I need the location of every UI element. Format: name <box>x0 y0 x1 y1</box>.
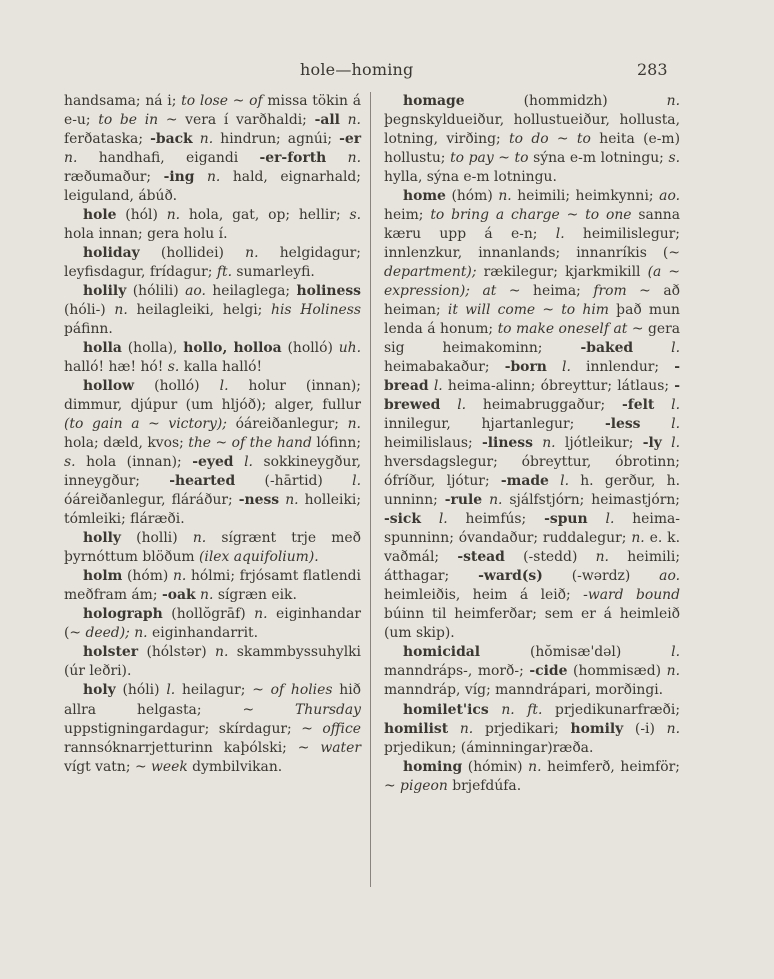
right-column <box>384 92 680 796</box>
column-divider <box>370 92 371 887</box>
entry-holy: holy (hóli) l. heilagur; ~ of holies hið allra helgasta; ~ Thursday uppstigningardagur; skírdagur; ~ office rannsóknarrjetturinn kaþólski; ~ water vígt vatn; ~ week dymbilvikan. <box>64 682 362 775</box>
entry-holiday: holiday (hollidei) n. helgidagur; leyfisdagur, frídagur; ft. sumarleyfi. <box>64 245 361 281</box>
running-head: hole—homing <box>300 60 414 79</box>
entry-homage: homage (hommidzh) n. þegnskyldueiður, hollustueiður, hollusta, lotning, virðing; to do ~ to heita (e-m) hollustu; to pay ~ to sýna e-m lotningu; s. hylla, sýna e-m lotningu. <box>384 93 681 186</box>
left-column <box>64 92 361 777</box>
entry-holily: holily (hólili) ao. heilaglega; holiness (hóli-) n. heilagleiki, helgi; his Holiness páfinn. <box>64 283 362 338</box>
entry-homing: homing (hómiɴ) n. heimferð, heimför; ~ pigeon brjefdúfa. <box>384 758 680 794</box>
page-header <box>0 60 774 82</box>
entry-holly: holly (holli) n. sígrænt trje með þyrnóttum blöðum (ilex aquifolium). <box>64 530 361 566</box>
entry-holster: holster (hólstər) n. skammbyssuhylki (úr leðri). <box>64 644 361 680</box>
entry-holla: holla (holla), hollo, holloa (holló) uh. halló! hæ! hó! s. kalla halló! <box>64 340 362 376</box>
entry-homiletics: homilet'ics n. ft. prjedikunarfræði; homilist n. prjedikari; homily (-i) n. prjedikun; (áminningar)ræða. <box>384 701 680 756</box>
entry-home: home (hóm) n. heimili; heimkynni; ao. heim; to bring a charge ~ to one sanna kæru upp á e-n; l. heimilislegur; innlenzkur, innanlands; innanríkis (~ department); rækilegur; kjarkmikill (a ~ expression); at ~ heima; from ~ að heiman; it will come ~ to him það mun lenda á honum; to make oneself at ~ gera sig heimakominn; -baked l. heimabakaður; -born l. innlendur; -bread l. heima-alinn; óbreyttur; látlaus; -brewed l. heimabruggaður; -felt l. innilegur, hjartanlegur; -less l. heimilislaus; -liness n. ljótleikur; -ly l. hversdagslegur; óbreyttur, óbrotinn; ófríður, ljótur; -made l. h. gerður, h. unninn; -rule n. sjálfstjórn; heimastjórn; -sick l. heimfús; -spun l. heima-spunninn; óvandaður; ruddalegur; n. e. k. vaðmál; -stead (-stedd) n. heimili; átthagar; -ward(s) (-wərdz) ao. heimleiðis, heim á leið; -ward bound búinn til heimferðar; sem er á heimleið (um skip). <box>384 188 681 642</box>
entry-continuation: handsama; ná i; to lose ~ of missa tökin á e-u; to be in ~ vera í varðhaldi; -all n. ferðataska; -back n. hindrun; agnúi; -er n. handhafi, eigandi -er-forth n. ræðumaður; -ing n. hald, eignarhald; leiguland, ábúð. <box>64 93 362 205</box>
page-number: 283 <box>637 60 668 79</box>
entry-holm: holm (hóm) n. hólmi; frjósamt flatlendi meðfram ám; -oak n. sígræn eik. <box>64 568 361 604</box>
entry-hollow: hollow (holló) l. holur (innan); dimmur, djúpur (um hljóð); alger, fullur (to gain a ~ victory); óáreiðanlegur; n. hola; dæld, kvos; the ~ of the hand lófinn; s. hola (innan); -eyed l. sokkineygður, inneygður; -hearted (-hārtid) l. óáreiðanlegur, fláráður; -ness n. holleiki; tómleiki; fláræði. <box>64 378 362 528</box>
entry-homicidal: homicidal (hŏmisæ'dəl) l. manndráps-, morð-; -cide (hommisæd) n. manndráp, víg; manndrápari, morðingi. <box>384 644 680 699</box>
entry-hole: hole (hól) n. hola, gat, op; hellir; s. hola innan; gera holu í. <box>64 207 361 243</box>
entry-holograph: holograph (hollŏgrāf) n. eiginhandar (~ deed); n. eiginhandarrit. <box>64 606 361 642</box>
